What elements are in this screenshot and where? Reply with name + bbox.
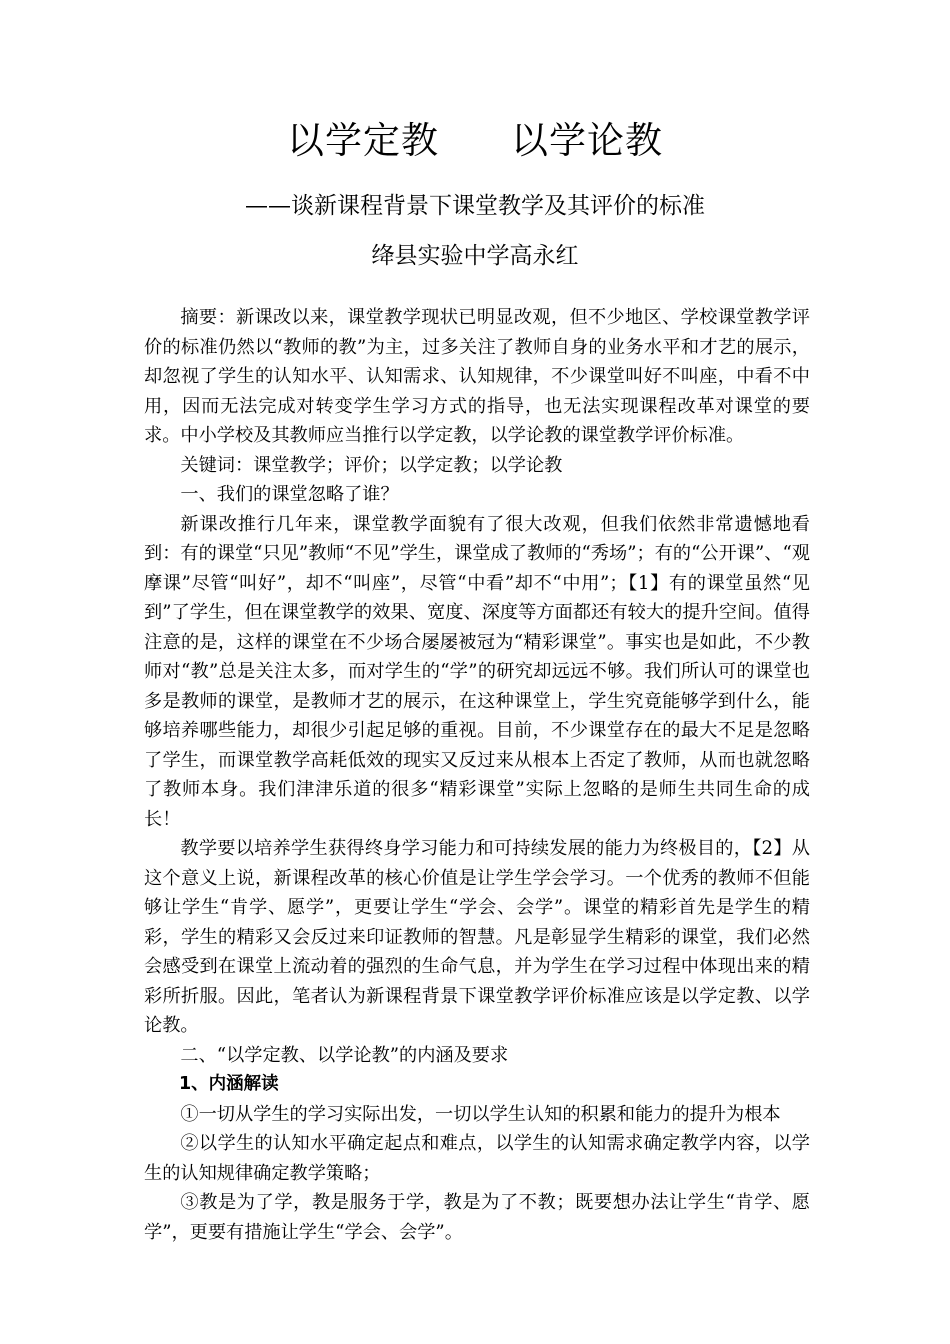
page-title (0, 118, 950, 164)
list-item-2: ②以学生的认知水平确定起点和难点，以学生的认知需求确定教学内容，以学生的认知规律确定教学策略； (144, 1133, 810, 1184)
section-1-paragraph-1: 新课改推行几年来，课堂教学面貌有了很大改观，但我们依然非常遗憾地看到：有的课堂“只见”教师“不见”学生，课堂成了教师的“秀场”；有的“公开课”、“观摩课”尽管“叫好”，却不“叫座”，尽管“中看”却不“中用”；【1】有的课堂虽然“见到”了学生，但在课堂教学的效果、宽度、深度等方面都还有较大的提升空间。值得注意的是，这样的课堂在不少场合屡屡被冠为“精彩课堂”。事实也是如此，不少教师对“教”总是关注太多，而对学生的“学”的研究却远远不够。我们所认可的课堂也多是教师的课堂，是教师才艺的展示，在这种课堂上，学生究竟能够学到什么，能够培养哪些能力，却很少引起足够的重视。目前，不少课堂存在的最大不足是忽略了学生，而课堂教学高耗低效的现实又反过来从根本上否定了教师，从而也就忽略了教师本身。我们津津乐道的很多“精彩课堂”实际上忽略的是师生共同生命的成长！ (144, 513, 810, 830)
body-text (144, 303, 810, 1247)
author-line: 绛县实验中学高永红 (371, 243, 579, 269)
abstract-paragraph: 摘要：新课改以来，课堂教学现状已明显改观，但不少地区、学校课堂教学评价的标准仍然以“教师的教”为主，过多关注了教师自身的业务水平和才艺的展示，却忽视了学生的认知水平、认知需求、认知规律，不少课堂叫好不叫座，中看不中用，因而无法完成对转变学生学习方式的指导，也无法实现课程改革对课堂的要求。中小学校及其教师应当推行以学定教，以学论教的课堂教学评价标准。 (144, 307, 810, 446)
section-1-heading: 一、我们的课堂忽略了谁？ (180, 484, 399, 505)
title-right: 以学论教 (511, 119, 663, 162)
subsection-1-heading: 1、内涵解读 (179, 1074, 279, 1094)
list-item-1: ①一切从学生的学习实际出发，一切以学生认知的积累和能力的提升为根本 (180, 1103, 781, 1125)
section-2-heading: 二、“以学定教、以学论教”的内涵及要求 (180, 1044, 509, 1066)
title-left: 以学定教 (287, 119, 439, 162)
subtitle: ——谈新课程背景下课堂教学及其评价的标准 (245, 193, 705, 219)
keywords-line: 关键词：课堂教学；评价；以学定教；以学论教 (180, 454, 563, 476)
list-item-3: ③教是为了学，教是服务于学，教是为了不教；既要想办法让学生“肯学、愿学”，更要有措施让学生“学会、会学”。 (144, 1192, 810, 1243)
section-1-paragraph-2: 教学要以培养学生获得终身学习能力和可持续发展的能力为终极目的，【2】从这个意义上说，新课程改革的核心价值是让学生学会学习。一个优秀的教师不但能够让学生“肯学、愿学”，更要让学生“学会、会学”。课堂的精彩首先是学生的精彩，学生的精彩又会反过来印证教师的智慧。凡是彰显学生精彩的课堂，我们必然会感受到在课堂上流动着的强烈的生命气息，并为学生在学习过程中体现出来的精彩所折服。因此，笔者认为新课程背景下课堂教学评价标准应该是以学定教、以学论教。 (144, 838, 810, 1036)
